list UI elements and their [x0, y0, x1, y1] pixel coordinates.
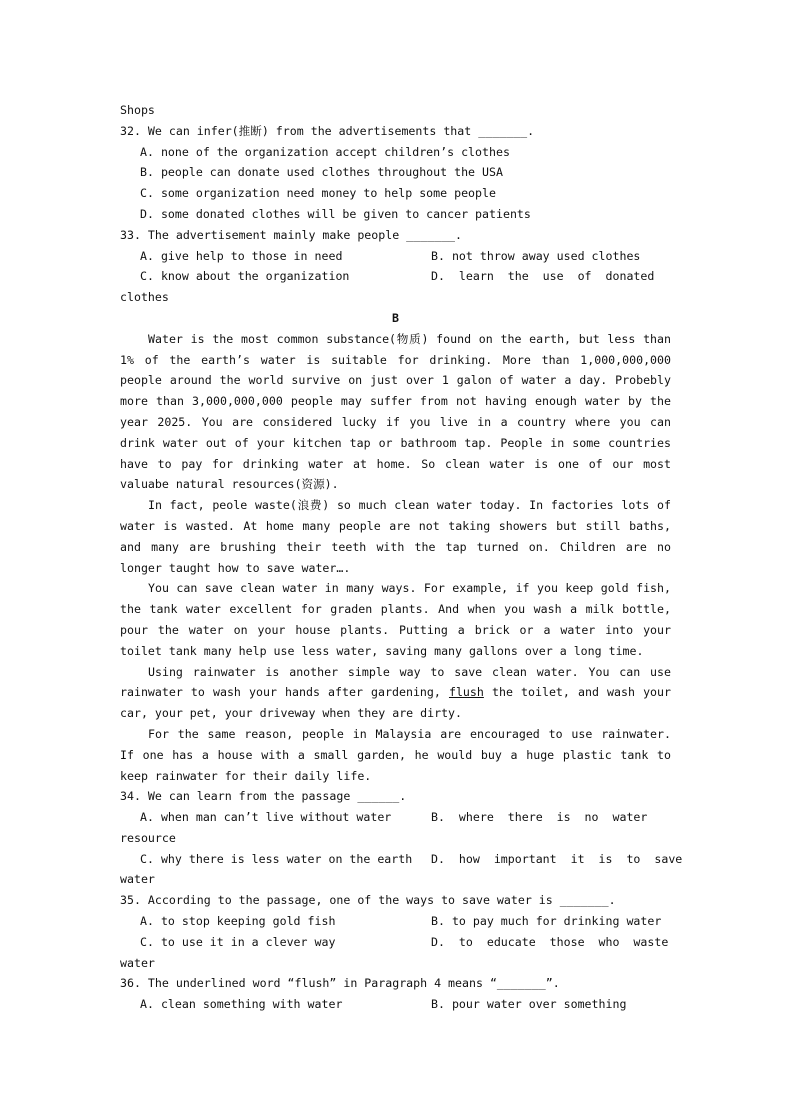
- option-c: C. why there is less water on the earth: [140, 851, 413, 866]
- option-b-continued: resource: [120, 830, 176, 845]
- option-a: A. to stop keeping gold fish: [140, 914, 336, 929]
- question-34: [120, 786, 683, 890]
- option-b: B. pour water over something: [431, 997, 627, 1012]
- question-stem: 33. The advertisement mainly make people _______.: [120, 227, 463, 242]
- option-row: [120, 246, 671, 267]
- question-35: [120, 890, 671, 973]
- option-row: [120, 807, 671, 828]
- question-33: [120, 225, 671, 308]
- option-b: B. people can donate used clothes throughout the USA: [140, 165, 503, 180]
- paragraph-4-text-after: the toilet, and wash your car, your pet, your driveway when they are dirty.: [120, 685, 671, 721]
- question-36: [120, 973, 671, 1015]
- part-b-heading: B: [392, 310, 399, 325]
- option-d-continued: clothes: [120, 290, 169, 305]
- option-b: B. where there is no water: [431, 810, 648, 825]
- option-row: [120, 849, 683, 870]
- paragraph-2: In fact, peole waste(浪费) so much clean water today. In factories lots of water is wasted. At home many people are not taking showers but still baths, and many are brushing their teeth with the tap turned on. Children are no longer taught how to save water….: [120, 498, 671, 575]
- paragraph-4: [120, 662, 671, 724]
- option-d: D. learn the use of donated: [431, 269, 655, 284]
- option-c: C. to use it in a clever way: [140, 934, 336, 949]
- option-a: A. clean something with water: [140, 997, 343, 1012]
- option-d-continued: water: [120, 955, 155, 970]
- reading-passage: [120, 329, 671, 787]
- section-label: Shops: [120, 103, 155, 117]
- question-32: [120, 121, 671, 225]
- option-d: D. some donated clothes will be given to cancer patients: [140, 206, 531, 221]
- option-c: C. know about the organization: [140, 269, 350, 284]
- option-a: A. none of the organization accept children’s clothes: [140, 144, 510, 159]
- option-b: B. to pay much for drinking water: [431, 914, 662, 929]
- option-a: A. when man can’t live without water: [140, 810, 392, 825]
- option-row: [120, 994, 671, 1015]
- paragraph-4-text-before: Using rainwater is another simple way to save clean water. You can use rainwater to wash your hands after gardening,: [120, 664, 671, 700]
- option-c: C. some organization need money to help some people: [140, 186, 496, 201]
- exam-page: [120, 100, 683, 1015]
- underlined-word: flush: [448, 685, 484, 700]
- question-stem: 36. The underlined word “flush” in Paragraph 4 means “_______”.: [120, 976, 560, 991]
- question-stem: 34. We can learn from the passage ______.: [120, 789, 407, 804]
- question-stem: 32. We can infer(推断) from the advertisements that _______.: [120, 123, 535, 138]
- option-row: [120, 932, 671, 953]
- option-d: D. to educate those who waste: [431, 934, 669, 949]
- option-row: [120, 266, 671, 287]
- paragraph-3: You can save clean water in many ways. For example, if you keep gold fish, the tank water excellent for graden plants. And when you wash a milk bottle, pour the water on your house plants. Putting a brick or a water into your toilet tank many help use less water, saving many gallons over a long time.: [120, 581, 671, 658]
- option-row: [120, 911, 671, 932]
- option-a: A. give help to those in need: [140, 248, 343, 263]
- paragraph-5: For the same reason, people in Malaysia are encouraged to use rainwater. If one has a house with a small garden, he would buy a huge plastic tank to keep rainwater for their daily life.: [120, 726, 671, 783]
- option-b: B. not throw away used clothes: [431, 248, 641, 263]
- paragraph-1: Water is the most common substance(物质) found on the earth, but less than 1% of the earth’s water is suitable for drinking. More than 1,000,000,000 people around the world survive on just over 1 galon of water a day. Probebly more than 3,000,000,000 people may suffer from not having enough water by the year 2025. You are considered lucky if you live in a country where you can drink water out of your kitchen tap or bathroom tap. People in some countries have to pay for drinking water at home. So clean water is one of our most valuabe natural resources(资源).: [120, 331, 671, 492]
- option-d-continued: water: [120, 872, 155, 887]
- question-stem: 35. According to the passage, one of the ways to save water is _______.: [120, 893, 616, 908]
- option-d: D. how important it is to save: [431, 851, 683, 866]
